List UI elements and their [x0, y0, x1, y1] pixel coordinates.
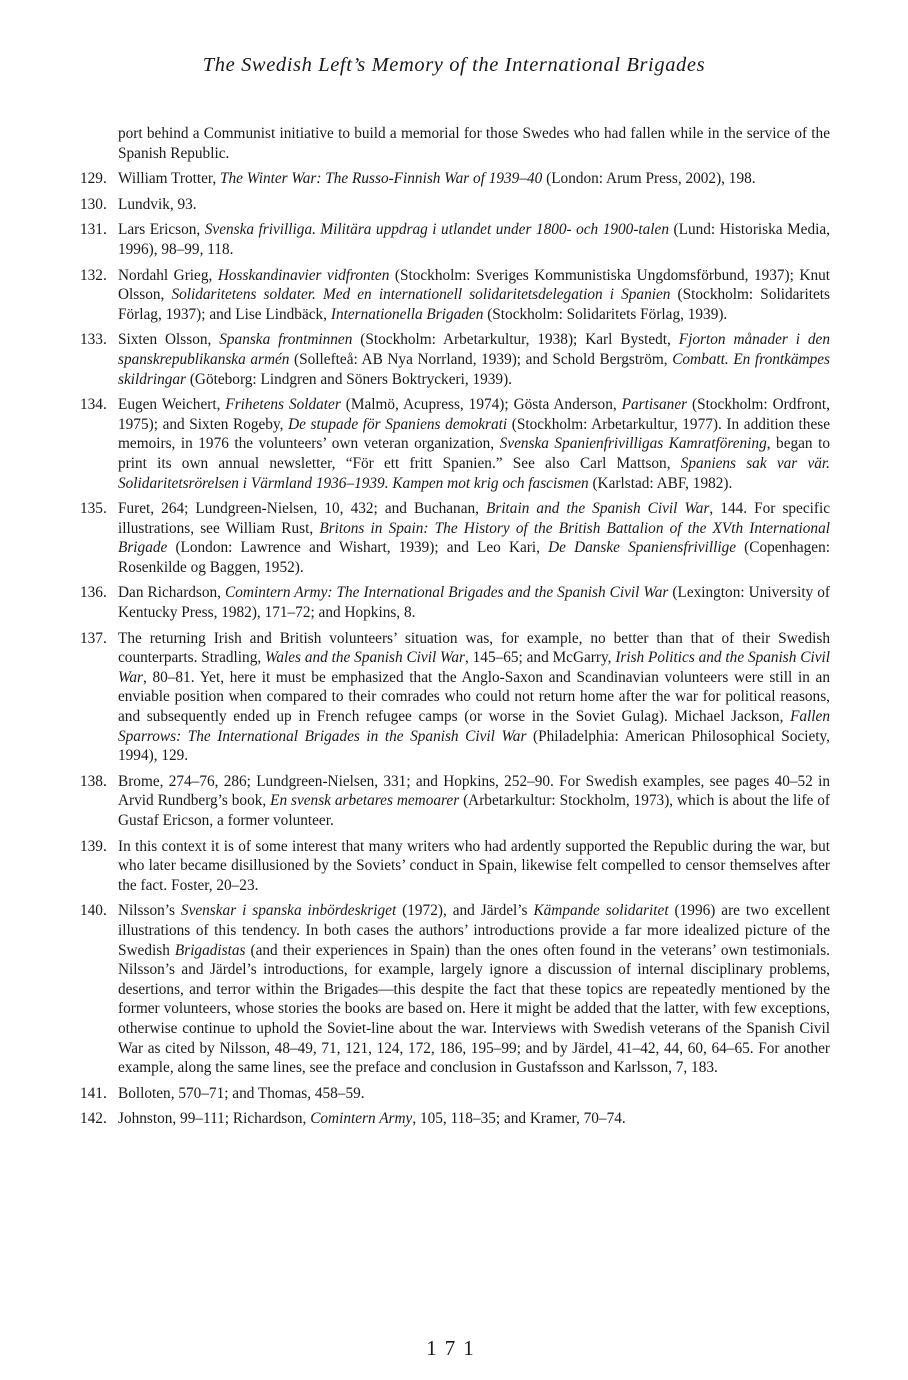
note-text: (Stockholm: Solidaritets Förlag, 1939).: [483, 305, 728, 323]
cited-title: De Danske Spaniensfrivillige: [548, 539, 737, 557]
note-text: (Karlstad: ABF, 1982).: [588, 474, 733, 492]
cited-title: Solidaritetens soldater. Med en internationell solidaritetsdelegation i Spanien: [171, 286, 671, 304]
note-text: (London: Lawrence and Wishart, 1939); and Leo Kari,: [167, 539, 549, 557]
endnote-text: [118, 901, 830, 1077]
note-text: , 80–81. Yet, here it must be emphasized that the Anglo-Saxon and Scandinavian volunteers were still in an enviable position when compared to their comrades who could not return home after the war for political reasons, and subsequently ended up in French refugee camps (or worse in the Soviet Gulag). Michael Jackson,: [118, 668, 830, 726]
note-text: Dan Richardson,: [118, 584, 226, 602]
endnote-text: [118, 124, 830, 163]
endnote: [80, 772, 830, 831]
note-text: Bolloten, 570–71; and Thomas, 458–59.: [118, 1084, 365, 1102]
cited-title: Partisaner: [621, 396, 688, 414]
endnote-text: [118, 629, 830, 766]
endnote-number: 133.: [80, 331, 107, 349]
endnote-text: [118, 220, 830, 259]
cited-title: Britons in Spain: The History of the British Battalion of the XVth International Brigade: [118, 519, 830, 557]
cited-title: Fallen Sparrows: The International Brigades in the Spanish Civil War: [118, 708, 830, 745]
note-text: (Stockholm: Solidaritets Förlag, 1937); and Lise Lindbäck,: [118, 286, 830, 323]
cited-title: Hosskandinavier vidfronten: [217, 266, 390, 284]
endnote-number: 140.: [80, 902, 107, 920]
endnote-text: [118, 1084, 830, 1104]
endnote-number: 135.: [80, 500, 107, 518]
cited-title: Comintern Army: The International Brigades and the Spanish Civil War: [225, 584, 669, 602]
note-text: Sixten Olsson,: [118, 331, 220, 349]
note-text: (Stockholm: Arbetarkultur, 1977). In addition these memoirs, in 1976 the volunteers’ own veteran organization,: [118, 415, 830, 453]
note-text: (Stockholm: Sveriges Kommunistiska Ungdomsförbund, 1937); Knut Olsson,: [118, 266, 831, 304]
endnote: [80, 499, 830, 577]
note-text: William Trotter,: [118, 170, 221, 188]
running-head: The Swedish Left’s Memory of the International Brigades: [202, 54, 706, 76]
endnote-number: 142.: [80, 1110, 107, 1128]
note-text: (Stockholm: Ordfront, 1975); and Sixten Rogeby,: [118, 396, 830, 433]
cited-title: The Winter War: The Russo-Finnish War of 1939–40: [220, 170, 543, 188]
endnote-text: [118, 266, 830, 325]
note-text: Eugen Weichert,: [118, 396, 226, 414]
endnote: [80, 583, 830, 622]
note-text: (Copenhagen: Rosenkilde og Baggen, 1952).: [118, 539, 830, 576]
endnote: [80, 330, 830, 389]
cited-title: Brigadistas: [174, 941, 246, 959]
note-text: (Lexington: University of Kentucky Press, 1982), 171–72; and Hopkins, 8.: [118, 584, 830, 622]
endnote-continuation: [80, 124, 830, 163]
note-text: Lundvik, 93.: [118, 195, 197, 213]
cited-title: Svenska frivilliga. Militära uppdrag i utlandet under 1800- och 1900-talen: [204, 221, 669, 239]
endnote-text: [118, 395, 830, 493]
endnote-text: [118, 583, 830, 622]
note-text: Nordahl Grieg,: [118, 266, 218, 284]
cited-title: Spaniens sak var vär. Solidaritetsrörelsen i Värmland 1936–1939. Kampen mot krig och fascismen: [118, 454, 830, 492]
cited-title: Irish Politics and the Spanish Civil War: [118, 649, 830, 686]
endnote: [80, 266, 830, 325]
endnote-number: 138.: [80, 772, 107, 790]
endnote-number: 134.: [80, 396, 107, 414]
endnote-number: 131.: [80, 221, 107, 239]
endnote-text: [118, 837, 830, 896]
note-text: (Malmö, Acupress, 1974); Gösta Anderson,: [340, 396, 622, 414]
cited-title: Fjorton månader i den spanskrepublikanska armén: [118, 331, 830, 368]
note-text: port behind a Communist initiative to build a memorial for those Swedes who had fallen while in the service of the Spanish Republic.: [118, 125, 830, 162]
cited-title: Britain and the Spanish Civil War: [486, 500, 710, 518]
endnote-number: 130.: [80, 195, 107, 213]
cited-title: Wales and the Spanish Civil War: [265, 649, 465, 667]
note-text: Nilsson’s: [118, 902, 181, 920]
endnote-text: [118, 772, 830, 831]
cited-title: Spanska frontminnen: [219, 331, 353, 349]
cited-title: Internationella Brigaden: [330, 305, 484, 323]
note-text: , began to print its own annual newsletter, “För ett fritt Spanien.” See also Carl Mattson,: [118, 435, 830, 472]
cited-title: Frihetens Soldater: [225, 396, 341, 414]
note-text: (1972), and Järdel’s: [396, 902, 534, 920]
note-text: (Stockholm: Arbetarkultur, 1938); Karl Bystedt,: [352, 331, 679, 349]
cited-title: Svenska Spanienfrivilligas Kamratförening: [499, 435, 767, 453]
note-text: Lars Ericson,: [118, 221, 205, 239]
endnote-number: 139.: [80, 837, 107, 855]
note-text: , 105, 118–35; and Kramer, 70–74.: [412, 1110, 626, 1128]
endnote: [80, 837, 830, 896]
endnote: [80, 169, 830, 189]
note-text: (Arbetarkultur: Stockholm, 1973), which is about the life of Gustaf Ericson, a former volunteer.: [118, 792, 830, 829]
note-text: , 145–65; and McGarry,: [464, 649, 616, 667]
cited-title: De stupade för Spaniens demokrati: [288, 415, 508, 433]
endnote: [80, 220, 830, 259]
cited-title: Svenskar i spanska inbördeskriget: [180, 902, 397, 920]
note-text: (Lund: Historiska Media, 1996), 98–99, 118.: [118, 221, 830, 258]
cited-title: Kämpande solidaritet: [533, 902, 669, 920]
note-text: (and their experiences in Spain) than the ones often found in the veterans’ own testimonials. Nilsson’s and Järdel’s introductions, for example, largely ignore a discussion of internal disciplinary problems, desertions, and terror within the Brigades—this despite the fact that these topics are repeatedly mentioned by the former volunteers, whose stories the books are based on. Here it might be added that the latter, with few exceptions, otherwise continue to uphold the Soviet-line about the war. Interviews with Swedish veterans of the Spanish Civil War as cited by Nilsson, 48–49, 71, 121, 124, 172, 186, 195–99; and by Järdel, 41–42, 44, 60, 64–65. For another example, along the same lines, see the preface and conclusion in Gustafsson and Karlsson, 7, 183.: [118, 941, 831, 1077]
cited-title: Comintern Army: [310, 1110, 413, 1128]
note-text: In this context it is of some interest that many writers who had ardently supported the Republic during the war, but who later became disillusioned by the Soviets’ conduct in Spain, likewise felt compelled to censor themselves after the fact. Foster, 20–23.: [118, 837, 830, 894]
endnote-number: 137.: [80, 629, 107, 647]
endnote-number: 136.: [80, 584, 107, 602]
note-text: (Sollefteå: AB Nya Norrland, 1939); and Schold Bergström,: [289, 350, 673, 368]
note-text: (1996) are two excellent illustrations of this tendency. In both cases the authors’ introductions provide a far more idealized picture of the Swedish: [118, 902, 831, 959]
endnote-text: [118, 169, 830, 189]
endnote: [80, 1109, 830, 1129]
endnote-number: 132.: [80, 266, 107, 284]
endnote-text: [118, 195, 830, 215]
endnote-text: [118, 499, 830, 577]
endnote-text: [118, 1109, 830, 1129]
note-text: (Philadelphia: American Philosophical Society, 1994), 129.: [118, 727, 830, 765]
note-text: Brome, 274–76, 286; Lundgreen-Nielsen, 331; and Hopkins, 252–90. For Swedish examples, see pages 40–52 in Arvid Rundberg’s book,: [118, 772, 830, 810]
cited-title: En svensk arbetares memoarer: [270, 792, 460, 810]
cited-title: Combatt. En frontkämpes skildringar: [118, 350, 830, 388]
endnote-number: 129.: [80, 170, 107, 188]
endnote: [80, 901, 830, 1077]
endnotes-list: [80, 124, 830, 1135]
endnote: [80, 195, 830, 215]
note-text: Furet, 264; Lundgreen-Nielsen, 10, 432; and Buchanan,: [118, 500, 487, 518]
endnote-number: 141.: [80, 1084, 107, 1102]
endnote: [80, 629, 830, 766]
page-number: 171: [426, 1336, 482, 1360]
note-text: Johnston, 99–111; Richardson,: [118, 1110, 311, 1128]
endnote: [80, 1084, 830, 1104]
note-text: , 144. For specific illustrations, see William Rust,: [118, 500, 831, 537]
endnote: [80, 395, 830, 493]
endnote-text: [118, 330, 830, 389]
note-text: (London: Arum Press, 2002), 198.: [542, 170, 756, 188]
note-text: (Göteborg: Lindgren and Söners Boktryckeri, 1939).: [186, 370, 512, 388]
note-text: The returning Irish and British volunteers’ situation was, for example, no better than that of their Swedish counterparts. Stradling,: [118, 629, 830, 667]
